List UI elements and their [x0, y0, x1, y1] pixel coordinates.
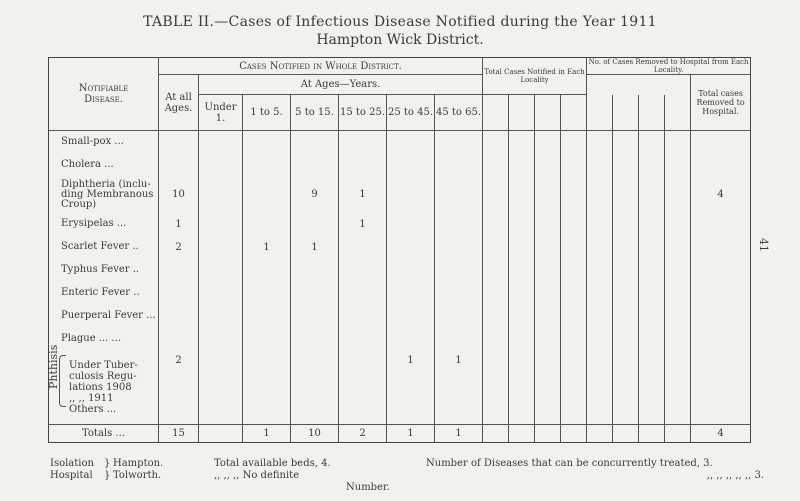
cell-45-65 — [435, 213, 483, 236]
cell-15-25 — [339, 236, 387, 259]
table-row — [49, 154, 751, 177]
cell-45-65 — [435, 305, 483, 328]
cell-25-45 — [387, 305, 435, 328]
cell-25-45 — [387, 259, 435, 282]
cell-25-45 — [387, 328, 435, 351]
phthisis-group — [47, 344, 159, 425]
table-row — [49, 213, 751, 236]
page-number: 41 — [757, 238, 770, 252]
age-col-5-to-15: 5 to 15. — [291, 95, 339, 131]
disease-name: Erysipelas ... — [61, 218, 127, 229]
total-45-65: 1 — [435, 425, 483, 443]
table-title: TABLE II.—Cases of Infectious Disease Notified during the Year 1911 — [143, 14, 657, 30]
cell-removed — [691, 236, 751, 259]
phthisis-line-3: lations 1908 — [69, 381, 132, 393]
cell-45-65 — [435, 282, 483, 305]
cell-removed — [691, 259, 751, 282]
ages-label: Ages. — [164, 102, 193, 114]
cell-15-25 — [339, 131, 387, 154]
cell-all-ages: 1 — [159, 213, 199, 236]
total-1-5: 1 — [243, 425, 291, 443]
cell-removed — [691, 282, 751, 305]
cell-25-45 — [387, 131, 435, 154]
total-under-1 — [199, 425, 243, 443]
at-all-label: At all — [165, 91, 192, 103]
cell-45-65: 1 — [435, 351, 483, 425]
age-col-25-to-45: 25 to 45. — [387, 95, 435, 131]
brace-icon — [59, 355, 66, 407]
total-15-25: 2 — [339, 425, 387, 443]
phthisis-row — [49, 351, 751, 425]
district-subtitle: Hampton Wick District. — [316, 32, 484, 48]
phthisis-line-2: culosis Regu- — [69, 370, 137, 382]
cell-45-65 — [435, 259, 483, 282]
hospital-label: Hospital — [50, 470, 93, 481]
cell-all-ages: 2 — [159, 236, 199, 259]
cell-5-15 — [291, 282, 339, 305]
cell-25-45 — [387, 236, 435, 259]
hampton-label: Hampton. — [113, 458, 164, 469]
at-all-ages-header — [159, 75, 199, 131]
cell-under-1 — [199, 328, 243, 351]
cell-all-ages — [159, 131, 199, 154]
cell-45-65 — [435, 154, 483, 177]
cell-under-1 — [199, 259, 243, 282]
cell-5-15 — [291, 259, 339, 282]
disease-name: Enteric Fever .. — [61, 287, 140, 298]
disease-name: Scarlet Fever .. — [61, 241, 139, 252]
disease-name: Plague ... ... — [61, 333, 122, 344]
disease-name: Typhus Fever .. — [61, 264, 140, 275]
age-col-1-to-5: 1 to 5. — [243, 95, 291, 131]
total-all-ages: 15 — [159, 425, 199, 443]
disease-name: Small-pox ... — [49, 131, 159, 154]
cell-removed — [691, 213, 751, 236]
cell-all-ages — [159, 305, 199, 328]
age-col-45-to-65: 45 to 65. — [435, 95, 483, 131]
tolworth-label: Tolworth. — [113, 470, 162, 481]
cell-25-45 — [387, 154, 435, 177]
cell-1-5 — [243, 154, 291, 177]
cell-25-45 — [387, 177, 435, 213]
cell-under-1 — [199, 177, 243, 213]
table-row — [49, 282, 751, 305]
cell-5-15 — [291, 131, 339, 154]
phthisis-line-1: Under Tuber- — [69, 359, 138, 371]
cell-15-25: 1 — [339, 213, 387, 236]
cell-15-25 — [339, 282, 387, 305]
total-removed-header: Total cases Removed to Hospital. — [691, 75, 751, 131]
cell-removed — [691, 131, 751, 154]
cell-under-1 — [199, 213, 243, 236]
cell-15-25 — [339, 259, 387, 282]
phthisis-label: Phthisis — [47, 344, 60, 389]
cell-5-15 — [291, 305, 339, 328]
table-row — [49, 259, 751, 282]
cell-5-15 — [291, 213, 339, 236]
phthisis-line-5: Others ... — [69, 403, 117, 415]
cell-15-25 — [339, 305, 387, 328]
cell-all-ages — [159, 282, 199, 305]
table-row — [49, 177, 751, 213]
cell-5-15 — [291, 154, 339, 177]
cell-45-65 — [435, 236, 483, 259]
cell-under-1 — [199, 236, 243, 259]
cell-15-25 — [339, 154, 387, 177]
removed-hospital-header: No. of Cases Removed to Hospital from Each Locality. — [587, 58, 751, 75]
cell-all-ages — [159, 328, 199, 351]
cell-25-45 — [387, 282, 435, 305]
number-text: Number. — [346, 482, 390, 493]
cell-under-1 — [199, 154, 243, 177]
notifiable-label: Notifiable — [78, 83, 129, 94]
disease-name: Diphtheria (inclu-ding Membranous Croup) — [61, 178, 154, 210]
no-definite-text: ,, ,, ,, No definite — [214, 470, 300, 481]
cell-removed — [691, 154, 751, 177]
total-removed: 4 — [691, 425, 751, 443]
table-row — [49, 131, 751, 154]
disease-label: Disease. — [84, 94, 123, 105]
table-row — [49, 236, 751, 259]
totals-row — [49, 425, 751, 443]
cell-5-15: 1 — [291, 236, 339, 259]
phthisis-line-4: ,, ,, 1911 — [69, 392, 114, 404]
disease-name: Puerperal Fever ... — [61, 310, 156, 321]
cell-5-15: 9 — [291, 177, 339, 213]
cell-under-1 — [199, 305, 243, 328]
cell-25-45 — [387, 213, 435, 236]
cell-1-5: 1 — [243, 236, 291, 259]
total-25-45: 1 — [387, 425, 435, 443]
cell-15-25: 1 — [339, 177, 387, 213]
infectious-disease-table — [48, 57, 751, 443]
disease-name: Cholera ... — [61, 159, 114, 170]
totals-label: Totals ... — [49, 425, 159, 443]
cases-whole-district-header: Cases Notified in Whole District. — [159, 58, 483, 75]
cell-1-5 — [243, 305, 291, 328]
concurrent-text: Number of Diseases that can be concurrently treated, 3. — [426, 458, 713, 469]
total-each-locality-header: Total Cases Notified in Each Locality — [483, 58, 587, 95]
cell-45-65 — [435, 177, 483, 213]
table-row — [49, 328, 751, 351]
cell-all-ages — [159, 154, 199, 177]
cell-all-ages: 10 — [159, 177, 199, 213]
age-col-under-1: Under 1. — [199, 95, 243, 131]
age-col-15-to-25: 15 to 25. — [339, 95, 387, 131]
cell-under-1 — [199, 282, 243, 305]
notifiable-disease-header — [49, 58, 159, 131]
cell-removed: 4 — [691, 177, 751, 213]
cell-5-15 — [291, 328, 339, 351]
cell-1-5 — [243, 131, 291, 154]
isolation-label: Isolation — [50, 458, 94, 469]
cell-1-5 — [243, 328, 291, 351]
cell-all-ages: 2 — [159, 351, 199, 425]
cell-removed — [691, 328, 751, 351]
cell-all-ages — [159, 259, 199, 282]
table-row — [49, 305, 751, 328]
cell-removed — [691, 305, 751, 328]
cell-45-65 — [435, 131, 483, 154]
total-beds-text: Total available beds, 4. — [214, 458, 331, 469]
cell-under-1 — [199, 131, 243, 154]
cell-1-5 — [243, 259, 291, 282]
cell-1-5 — [243, 213, 291, 236]
at-ages-years-header: At Ages—Years. — [199, 75, 483, 95]
ditto-text: ,, ,, ,, ,, ,, 3. — [706, 470, 764, 481]
cell-45-65 — [435, 328, 483, 351]
cell-15-25 — [339, 328, 387, 351]
cell-25-45: 1 — [387, 351, 435, 425]
total-5-15: 10 — [291, 425, 339, 443]
cell-1-5 — [243, 177, 291, 213]
cell-1-5 — [243, 282, 291, 305]
